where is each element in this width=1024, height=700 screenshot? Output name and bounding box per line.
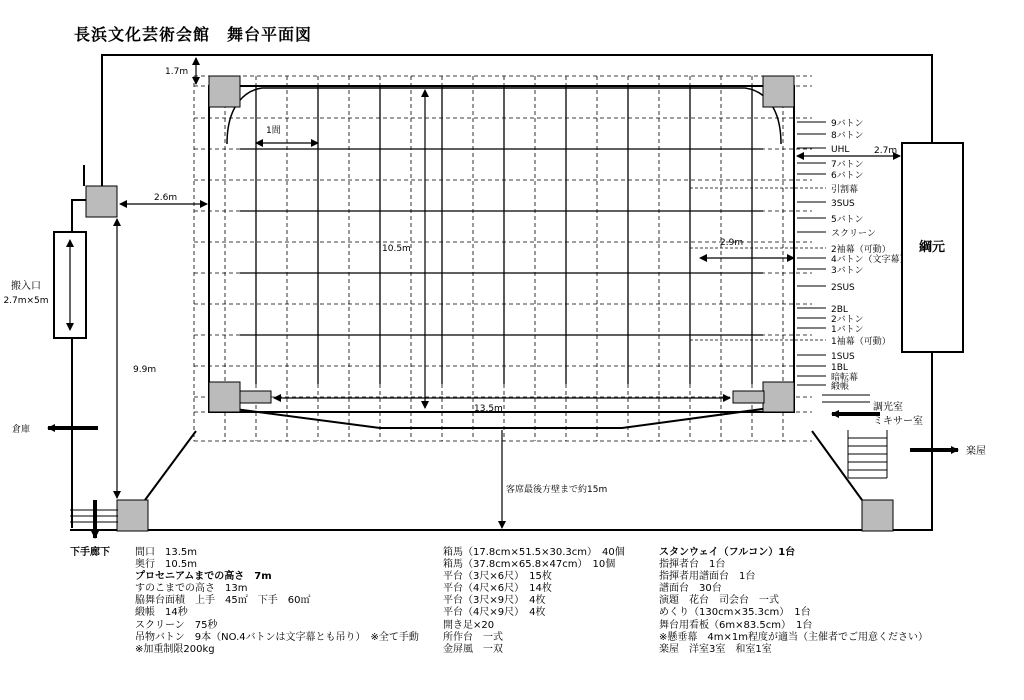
spec-line: めくり（130cm×35.3cm） 1台 — [659, 607, 811, 619]
batten-label: 2BL — [831, 305, 848, 315]
batten-label: 3バトン — [831, 266, 864, 276]
loading-dock-label: 搬入口 — [11, 281, 41, 292]
batten-label: 5バトン — [831, 215, 864, 225]
spec-line: 楽屋 洋室3室 和室1室 — [659, 643, 772, 655]
spec-line: 演題 花台 司会台 一式 — [659, 595, 779, 607]
spec-line: スタンウェイ（フルコン）1台 — [659, 547, 796, 558]
rigging-room-label: 綱元 — [918, 240, 946, 255]
spec-line: 金屏風 一双 — [443, 643, 503, 655]
pillars — [86, 76, 893, 531]
spec-line: 開き足×20 — [443, 619, 495, 631]
batten-label: 9バトン — [831, 119, 864, 129]
stage-grid — [240, 86, 763, 384]
dim-ken: 1間 — [266, 126, 281, 136]
spec-line: 緞帳 14秒 — [135, 607, 188, 619]
batten-label: UHL — [831, 145, 850, 155]
specs-instruments — [659, 547, 928, 656]
spec-line: スクリーン 75秒 — [135, 619, 218, 631]
spec-line: 平台（3尺×6尺） 15枚 — [443, 571, 552, 583]
dim-top-gap: 1.7m — [165, 67, 189, 77]
spec-line: ※懸垂幕 4m×1m程度が適当（主催者でご用意ください） — [659, 631, 928, 643]
spec-line: プロセニアムまでの高さ 7m — [135, 571, 272, 583]
batten-label: 3SUS — [831, 199, 855, 209]
spec-line: 平台（4尺×9尺） 4枚 — [443, 607, 546, 619]
dimension-lines — [117, 58, 900, 528]
dim-batten-width: 2.9m — [720, 238, 744, 248]
spec-line: 平台（4尺×6尺） 14枚 — [443, 583, 552, 595]
storage-label: 倉庫 — [12, 425, 31, 435]
batten-label: 1バトン — [831, 325, 864, 335]
dim-left-gap: 2.6m — [154, 193, 178, 203]
spec-line: 平台（3尺×9尺） 4枚 — [443, 595, 546, 607]
dim-depth: 10.5m — [382, 244, 411, 254]
building-walls — [70, 55, 932, 530]
light-control-label: 調光室 — [873, 402, 903, 413]
spec-line: ※加重制限200kg — [135, 643, 215, 655]
apron-outline — [84, 165, 862, 500]
dim-width: 13.5m — [474, 404, 503, 414]
batten-label: 2SUS — [831, 283, 855, 293]
page-title: 長浜文化芸術会館 舞台平面図 — [74, 25, 313, 44]
spec-line: 間口 13.5m — [135, 547, 198, 558]
loading-dock-size: 2.7m×5m — [3, 296, 49, 306]
batten-label: 2バトン — [831, 315, 864, 325]
specs-stage — [135, 547, 419, 656]
batten-label: 6バトン — [831, 171, 864, 181]
batten-label: 1SUS — [831, 352, 855, 362]
batten-label: 7バトン — [831, 160, 864, 170]
batten-label: 2袖幕（可動） — [831, 245, 891, 255]
spec-line: 奥行 10.5m — [135, 559, 198, 571]
batten-label: 暗転幕 — [831, 373, 859, 383]
spec-line: 所作台 一式 — [443, 631, 503, 643]
spec-line: 吊物バトン 9本（NO.4バトンは文字幕とも吊り） ※全て手動 — [135, 631, 419, 643]
spec-line: すのこまでの高さ 13m — [135, 583, 248, 595]
spec-line: 脇舞台面積 上手 45㎡ 下手 60㎡ — [135, 595, 311, 607]
dressing-room-label: 楽屋 — [966, 446, 986, 457]
dim-rigging-gap: 2.7m — [874, 146, 898, 156]
batten-label: 8バトン — [831, 131, 864, 141]
specs-equipment — [443, 547, 625, 656]
batten-label: 緞帳 — [831, 382, 850, 392]
spec-line: 箱馬（37.8cm×65.8×47cm） 10個 — [443, 559, 616, 571]
batten-label: 引割幕 — [831, 185, 859, 195]
batten-label: 1BL — [831, 363, 848, 373]
mixer-room-label: ミキサー室 — [873, 416, 923, 427]
batten-label: 1袖幕（可動） — [831, 337, 891, 347]
batten-label: 4バトン（文字幕） — [831, 255, 909, 265]
stage-outline — [209, 86, 794, 412]
dim-to-audience: 客席最後方壁まで約15m — [506, 485, 608, 495]
spec-line: 指揮者台 1台 — [659, 559, 726, 571]
dim-wing-depth: 9.9m — [133, 365, 157, 375]
spec-line: 譜面台 30台 — [659, 583, 722, 595]
lower-corridor-label: 下手廊下 — [70, 547, 110, 558]
spec-line: 指揮者用譜面台 1台 — [659, 571, 756, 583]
spec-line: 舞台用看板（6m×83.5cm） 1台 — [659, 619, 813, 631]
batten-list — [690, 118, 909, 392]
spec-line: 箱馬（17.8cm×51.5×30.3cm） 40個 — [443, 547, 625, 558]
batten-label: スクリーン — [831, 229, 876, 239]
